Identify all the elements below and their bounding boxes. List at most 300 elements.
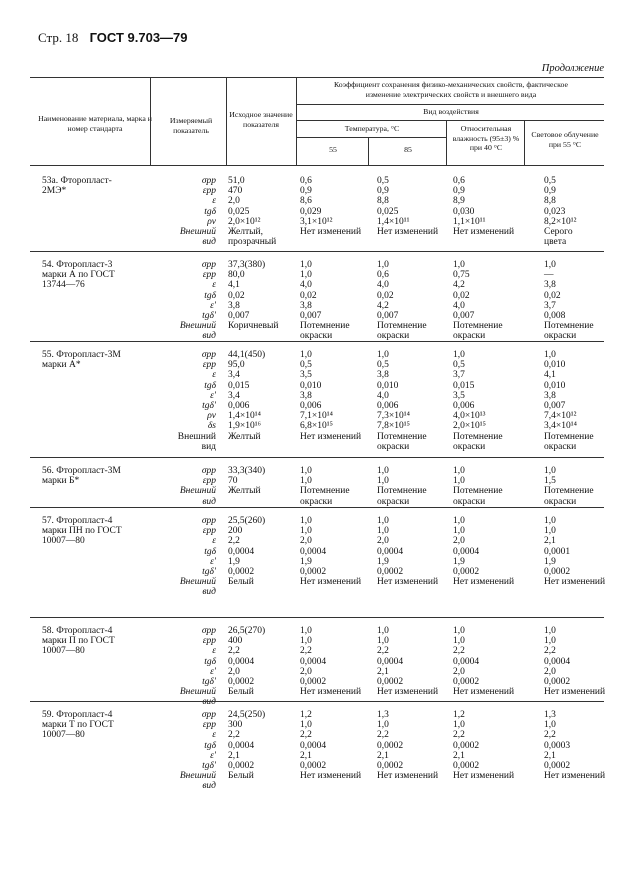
temp-55-cell-line: 1,0 <box>300 526 312 537</box>
temp-55-cell-line: окраски <box>300 331 333 342</box>
header-initial: Исходное значение показателя <box>229 110 293 129</box>
indicator-cell-line: ε′ <box>210 750 216 761</box>
indicator-cell-line: вид <box>202 237 216 248</box>
temp-85-cell-line: 1,0 <box>377 626 389 636</box>
indicator-cell-line: ε′ <box>210 300 216 311</box>
humidity-cell <box>453 260 531 342</box>
humidity-cell <box>453 626 531 697</box>
indicator-cell-line: tgδ <box>204 740 216 751</box>
sunlight-cell-line: 0,010 <box>544 380 566 391</box>
temp-85-cell-line: 2,2 <box>377 730 389 741</box>
temp-85-cell-line: Нет изменений <box>377 577 439 588</box>
table-row <box>30 251 604 342</box>
humidity-cell-line: Потемнение <box>453 321 503 332</box>
humidity-cell-line: 1,0 <box>453 516 465 526</box>
indicator-cell-line: tgδ′ <box>202 566 216 577</box>
initial-value-cell-line: 80,0 <box>228 270 245 281</box>
header-material: Наименование материала, марка и номер стандарта <box>38 114 152 133</box>
temp-85-cell-line: 0,5 <box>377 176 389 186</box>
humidity-cell-line: 0,0002 <box>453 760 480 771</box>
initial-value-cell-line: 2,2 <box>228 536 240 547</box>
temp-55-cell-line: 2,0 <box>300 666 312 677</box>
initial-value-cell-line: 0,007 <box>228 310 250 321</box>
sunlight-cell-line: 2,0 <box>544 666 556 677</box>
humidity-cell-line: 0,006 <box>453 400 475 411</box>
initial-value-cell-line: 0,006 <box>228 400 250 411</box>
initial-value-cell-line: 200 <box>228 526 243 537</box>
sunlight-cell-line: 1,3 <box>544 710 556 720</box>
indicator-cell-line: Внешний <box>177 431 216 442</box>
temp-85-cell-line: 4,2 <box>377 300 389 311</box>
temp-55-cell-line: 1,0 <box>300 350 312 360</box>
temp-55-cell-line: окраски <box>300 496 333 507</box>
sunlight-cell-line: Нет изменений <box>544 771 606 782</box>
temp-55-cell <box>300 516 378 587</box>
sunlight-cell-line: Нет изменений <box>544 687 606 698</box>
sunlight-cell-line: 1,0 <box>544 526 556 537</box>
initial-value-cell-line: 0,0002 <box>228 760 255 771</box>
temp-55-cell-line: 1,9 <box>300 556 312 567</box>
indicator-cell-line: вид <box>202 331 216 342</box>
sunlight-cell-line: 2,2 <box>544 730 556 741</box>
sunlight-cell-line: 1,0 <box>544 636 556 647</box>
sunlight-cell-line: — <box>544 270 554 281</box>
initial-value-cell-line: 51,0 <box>228 176 245 186</box>
temp-85-cell-line: 4,0 <box>377 280 389 291</box>
sunlight-cell-line: 0,02 <box>544 290 561 301</box>
sunlight-cell-line: 0,5 <box>544 176 556 186</box>
indicator-cell-line: σрр <box>201 176 216 186</box>
initial-value-cell-line: Коричневый <box>228 321 279 332</box>
temp-85-cell-line: Нет изменений <box>377 226 439 237</box>
sunlight-cell <box>544 260 624 342</box>
temp-85-cell-line: Потемнение <box>377 431 427 442</box>
humidity-cell-line: Потемнение <box>453 431 503 442</box>
temp-85-cell-line: 1,0 <box>377 260 389 270</box>
humidity-cell-line: 0,75 <box>453 270 470 281</box>
indicator-cell-line: вид <box>202 496 216 507</box>
indicator-cell-line: σрр <box>201 710 216 720</box>
initial-value-cell-line: 470 <box>228 186 243 197</box>
temp-55-cell-line: 0,0004 <box>300 546 327 557</box>
header-temp-55: 55 <box>329 145 337 154</box>
material-name: 56. Фторопласт-3М марки Б* <box>42 466 121 487</box>
temp-55-cell-line: 0,9 <box>300 186 312 197</box>
temp-85-cell-line: 2,1 <box>377 750 389 761</box>
table-row <box>30 507 604 618</box>
humidity-cell <box>453 466 531 507</box>
temp-85-cell-line: 1,0 <box>377 466 389 476</box>
indicator-cell-line: ε <box>212 196 216 207</box>
indicator-cell-line: вид <box>201 441 216 452</box>
sunlight-cell <box>544 710 624 781</box>
material-name: 58. Фторопласт-4 марки П по ГОСТ 10007—80 <box>42 626 115 657</box>
sunlight-cell-line: Потемнение <box>544 431 594 442</box>
sunlight-cell-line: 0,007 <box>544 400 566 411</box>
temp-55-cell-line: 1,0 <box>300 626 312 636</box>
temp-55-cell-line: Потемнение <box>300 486 350 497</box>
indicator-cell-line: ε <box>212 730 216 741</box>
initial-value-cell-line: 70 <box>228 476 238 487</box>
sunlight-cell <box>544 626 624 697</box>
initial-value-cell-line: 0,02 <box>228 290 245 301</box>
temp-55-cell <box>300 260 378 342</box>
temp-55-cell-line: 1,0 <box>300 636 312 647</box>
table-row <box>30 457 604 508</box>
temp-55-cell-line: 3,1×10¹² <box>300 216 333 227</box>
temp-85-cell <box>377 466 455 507</box>
sunlight-cell-line: 0,9 <box>544 186 556 197</box>
material-name: 59. Фторопласт-4 марки Т по ГОСТ 10007—80 <box>42 710 114 741</box>
indicator-cell-line: εрр <box>202 476 216 487</box>
initial-value-cell-line: 37,3(380) <box>228 260 266 270</box>
humidity-cell-line: 1,0 <box>453 720 465 731</box>
indicator-cell-line: ε <box>212 536 216 547</box>
temp-85-cell-line: Потемнение <box>377 486 427 497</box>
sunlight-cell <box>544 350 624 452</box>
humidity-cell-line: 1,9 <box>453 556 465 567</box>
indicator-cell-line: tgδ′ <box>202 400 216 411</box>
temp-85-cell-line: 2,1 <box>377 666 389 677</box>
sunlight-cell-line: 0,0002 <box>544 760 571 771</box>
temp-85-cell-line: 1,0 <box>377 516 389 526</box>
sunlight-cell-line: 2,2 <box>544 646 556 657</box>
temp-85-cell-line: окраски <box>377 441 410 452</box>
sunlight-cell-line: 1,0 <box>544 260 556 270</box>
humidity-cell-line: Нет изменений <box>453 577 515 588</box>
indicator-cell-line: tgδ <box>204 656 216 667</box>
standard-number: ГОСТ 9.703—79 <box>89 30 188 45</box>
initial-value-cell-line: 44,1(450) <box>228 350 266 360</box>
initial-value-cell-line: 33,3(340) <box>228 466 266 476</box>
table-row <box>30 341 604 458</box>
temp-55-cell-line: 3,5 <box>300 370 312 381</box>
indicator-cell-line: Внешний <box>179 577 216 588</box>
sunlight-cell-line: 1,0 <box>544 720 556 731</box>
indicator-cell-line: εрр <box>202 636 216 647</box>
temp-55-cell <box>300 176 378 237</box>
header-temperature: Температура, °С <box>344 124 400 133</box>
indicator-cell-line: Внешний <box>179 687 216 698</box>
humidity-cell <box>453 516 531 587</box>
temp-85-cell-line: 1,9 <box>377 556 389 567</box>
initial-value-cell-line: 2,0 <box>228 196 240 207</box>
temp-55-cell-line: 0,0002 <box>300 676 327 687</box>
temp-55-cell-line: 3,8 <box>300 390 312 401</box>
initial-value-cell-line: 95,0 <box>228 360 245 371</box>
indicator-cell <box>152 260 216 342</box>
temp-85-cell-line: 1,0 <box>377 526 389 537</box>
humidity-cell-line: 4,0 <box>453 300 465 311</box>
indicator-cell-line: ρv <box>207 216 216 227</box>
initial-value-cell-line: 2,0 <box>228 666 240 677</box>
sunlight-cell <box>544 516 624 587</box>
temp-85-cell-line: 1,0 <box>377 636 389 647</box>
temp-85-cell-line: 7,8×10¹⁵ <box>377 421 410 432</box>
header-coefficient: Коэффициент сохранения физико-механических свойств, фактическое изменение электрических свойств и внешнего вида <box>334 80 568 99</box>
humidity-cell-line: 1,0 <box>453 350 465 360</box>
humidity-cell-line: окраски <box>453 496 486 507</box>
temp-85-cell-line: 0,0002 <box>377 676 404 687</box>
temp-85-cell <box>377 176 455 237</box>
initial-value-cell-line: 0,015 <box>228 380 250 391</box>
indicator-cell <box>152 626 216 708</box>
initial-value-cell-line: Желтый, <box>228 226 263 237</box>
temp-85-cell-line: 0,0004 <box>377 656 404 667</box>
initial-value-cell-line: 0,0004 <box>228 656 255 667</box>
indicator-cell-line: ε <box>212 370 216 381</box>
indicator-cell-line: σрр <box>201 466 216 476</box>
temp-85-cell-line: 2,2 <box>377 646 389 657</box>
header-divider <box>296 137 446 138</box>
humidity-cell-line: 4,2 <box>453 280 465 291</box>
temp-55-cell-line: 6,8×10¹⁵ <box>300 421 333 432</box>
indicator-cell-line: Внешний <box>179 321 216 332</box>
initial-value-cell-line: Белый <box>228 687 254 698</box>
material-name: 53а. Фторопласт- 2МЭ* <box>42 176 112 197</box>
sunlight-cell-line: 0,010 <box>544 360 566 371</box>
humidity-cell <box>453 176 531 237</box>
temp-55-cell-line: Нет изменений <box>300 577 362 588</box>
initial-value-cell <box>228 260 306 331</box>
sunlight-cell-line: Нет изменений <box>544 577 606 588</box>
temp-55-cell-line: 3,8 <box>300 300 312 311</box>
initial-value-cell-line: Желтый <box>228 486 261 497</box>
temp-85-cell-line: 0,025 <box>377 206 399 217</box>
temp-85-cell-line: 7,3×10¹⁴ <box>377 411 410 422</box>
indicator-cell-line: Внешний <box>179 226 216 237</box>
humidity-cell-line: 1,0 <box>453 636 465 647</box>
initial-value-cell <box>228 516 306 587</box>
temp-85-cell-line: 1,0 <box>377 350 389 360</box>
initial-value-cell <box>228 626 306 697</box>
temp-55-cell-line: 2,1 <box>300 750 312 761</box>
initial-value-cell-line: 1,9 <box>228 556 240 567</box>
sunlight-cell-line: Серого <box>544 226 573 237</box>
initial-value-cell-line: 300 <box>228 720 243 731</box>
indicator-cell-line: Внешний <box>179 771 216 782</box>
initial-value-cell-line: 0,0004 <box>228 546 255 557</box>
humidity-cell-line: 1,1×10¹¹ <box>453 216 486 227</box>
indicator-cell-line: tgδ <box>204 290 216 301</box>
humidity-cell-line: окраски <box>453 441 486 452</box>
humidity-cell-line: 8,9 <box>453 196 465 207</box>
page-number: Стр. 18 <box>38 30 79 45</box>
sunlight-cell-line: 3,8 <box>544 280 556 291</box>
indicator-cell-line: tgδ <box>204 206 216 217</box>
temp-55-cell-line: Нет изменений <box>300 687 362 698</box>
initial-value-cell-line: прозрачный <box>228 237 277 248</box>
temp-55-cell-line: 1,2 <box>300 710 312 720</box>
indicator-cell-line: ε <box>212 280 216 291</box>
temp-55-cell-line: 8,6 <box>300 196 312 207</box>
initial-value-cell-line: 1,4×10¹⁴ <box>228 411 261 422</box>
initial-value-cell-line: Белый <box>228 577 254 588</box>
material-name: 55. Фторопласт-3М марки А* <box>42 350 121 371</box>
humidity-cell-line: 1,0 <box>453 466 465 476</box>
header-divider <box>296 77 297 165</box>
material-name: 54. Фторопласт-3 марки А по ГОСТ 13744—76 <box>42 260 115 291</box>
temp-85-cell-line: 0,0004 <box>377 546 404 557</box>
indicator-cell-line: ε′ <box>210 666 216 677</box>
initial-value-cell-line: 0,0004 <box>228 740 255 751</box>
humidity-cell-line: 0,030 <box>453 206 475 217</box>
sunlight-cell-line: 4,1 <box>544 370 556 381</box>
temp-55-cell-line: 1,0 <box>300 720 312 731</box>
temp-85-cell-line: 1,0 <box>377 476 389 487</box>
humidity-cell-line: 1,0 <box>453 626 465 636</box>
indicator-cell-line: εрр <box>202 360 216 371</box>
indicator-cell-line: tgδ′ <box>202 310 216 321</box>
temp-55-cell-line: 0,006 <box>300 400 322 411</box>
temp-55-cell-line: 0,0002 <box>300 566 327 577</box>
humidity-cell-line: 0,9 <box>453 186 465 197</box>
temp-55-cell-line: 4,0 <box>300 280 312 291</box>
temp-85-cell-line: 0,9 <box>377 186 389 197</box>
humidity-cell-line: 0,02 <box>453 290 470 301</box>
sunlight-cell-line: 1,0 <box>544 350 556 360</box>
indicator-cell-line: вид <box>202 587 216 598</box>
initial-value-cell-line: 0,0002 <box>228 566 255 577</box>
sunlight-cell-line: 1,0 <box>544 466 556 476</box>
humidity-cell-line: 2,0×10¹⁵ <box>453 421 486 432</box>
temp-55-cell-line: 2,2 <box>300 646 312 657</box>
temp-85-cell <box>377 350 455 452</box>
sunlight-cell-line: 8,8 <box>544 196 556 207</box>
indicator-cell <box>152 516 216 598</box>
initial-value-cell-line: 2,2 <box>228 730 240 741</box>
sunlight-cell-line: 7,4×10¹² <box>544 411 577 422</box>
humidity-cell-line: 2,0 <box>453 666 465 677</box>
temp-85-cell-line: 4,0 <box>377 390 389 401</box>
temp-85-cell-line: 0,007 <box>377 310 399 321</box>
sunlight-cell-line: 0,023 <box>544 206 566 217</box>
humidity-cell <box>453 350 531 452</box>
temp-55-cell-line: 2,0 <box>300 536 312 547</box>
temp-85-cell-line: 1,4×10¹¹ <box>377 216 410 227</box>
temp-55-cell-line: 0,5 <box>300 360 312 371</box>
temp-55-cell-line: Нет изменений <box>300 431 362 442</box>
temp-55-cell-line: 0,0002 <box>300 760 327 771</box>
header-divider <box>296 104 604 105</box>
indicator-cell <box>152 466 216 507</box>
sunlight-cell-line: 1,5 <box>544 476 556 487</box>
temp-85-cell-line: 0,006 <box>377 400 399 411</box>
temp-55-cell-line: 7,1×10¹⁴ <box>300 411 333 422</box>
sunlight-cell-line: окраски <box>544 441 577 452</box>
temp-85-cell-line: 0,0002 <box>377 760 404 771</box>
temp-85-cell-line: 8,8 <box>377 196 389 207</box>
sunlight-cell-line: 3,8 <box>544 390 556 401</box>
indicator-cell-line: εрр <box>202 720 216 731</box>
initial-value-cell-line: 3,4 <box>228 370 240 381</box>
humidity-cell-line: 2,2 <box>453 730 465 741</box>
temp-55-cell-line: 0,010 <box>300 380 322 391</box>
header-divider <box>296 120 604 121</box>
humidity-cell-line: 2,0 <box>453 536 465 547</box>
initial-value-cell-line: 2,1 <box>228 750 240 761</box>
temp-85-cell <box>377 516 455 587</box>
temp-55-cell-line: 0,0004 <box>300 656 327 667</box>
temp-55-cell-line: 0,0004 <box>300 740 327 751</box>
temp-55-cell-line: 0,007 <box>300 310 322 321</box>
initial-value-cell <box>228 350 306 442</box>
temp-85-cell-line: 2,0 <box>377 536 389 547</box>
indicator-cell <box>152 350 216 452</box>
initial-value-cell-line: 4,1 <box>228 280 240 291</box>
sunlight-cell-line: Потемнение <box>544 486 594 497</box>
sunlight-cell-line: окраски <box>544 331 577 342</box>
humidity-cell-line: 1,2 <box>453 710 465 720</box>
temp-55-cell-line: 1,0 <box>300 476 312 487</box>
humidity-cell-line: 0,0002 <box>453 740 480 751</box>
humidity-cell-line: Потемнение <box>453 486 503 497</box>
indicator-cell-line: σрр <box>201 626 216 636</box>
header-humidity: Относительная влажность (95±3) % при 40 °С <box>452 124 520 152</box>
temp-55-cell-line: Потемнение <box>300 321 350 332</box>
temp-85-cell-line: 0,010 <box>377 380 399 391</box>
initial-value-cell-line: 25,5(260) <box>228 516 266 526</box>
initial-value-cell-line: 2,2 <box>228 646 240 657</box>
sunlight-cell-line: 1,0 <box>544 626 556 636</box>
indicator-cell-line: ρv <box>207 411 216 422</box>
page-header <box>38 30 188 46</box>
temp-55-cell-line: Нет изменений <box>300 226 362 237</box>
sunlight-cell-line: 0,0001 <box>544 546 571 557</box>
indicator-cell-line: tgδ <box>204 546 216 557</box>
initial-value-cell <box>228 710 306 781</box>
header-temp-85: 85 <box>404 145 412 154</box>
humidity-cell <box>453 710 531 781</box>
temp-55-cell <box>300 350 378 442</box>
humidity-cell-line: 0,007 <box>453 310 475 321</box>
header-divider <box>150 77 151 165</box>
initial-value-cell-line: 26,5(270) <box>228 626 266 636</box>
sunlight-cell <box>544 466 624 507</box>
temp-55-cell-line: 1,0 <box>300 466 312 476</box>
temp-55-cell-line: Нет изменений <box>300 771 362 782</box>
temp-85-cell-line: 0,0002 <box>377 566 404 577</box>
initial-value-cell <box>228 176 306 247</box>
sunlight-cell-line: цвета <box>544 237 567 248</box>
temp-85-cell-line: 3,8 <box>377 370 389 381</box>
continuation-label: Продолжение <box>541 63 604 74</box>
indicator-cell-line: tgδ′ <box>202 676 216 687</box>
header-divider <box>226 77 227 165</box>
sunlight-cell-line: 3,4×10¹⁴ <box>544 421 577 432</box>
humidity-cell-line: 0,0004 <box>453 656 480 667</box>
temp-85-cell-line: окраски <box>377 496 410 507</box>
temp-55-cell <box>300 626 378 697</box>
humidity-cell-line: 1,0 <box>453 260 465 270</box>
table-row <box>30 701 604 821</box>
temp-85-cell-line: 1,3 <box>377 710 389 720</box>
humidity-cell-line: 0,6 <box>453 176 465 186</box>
initial-value-cell-line: 0,025 <box>228 206 250 217</box>
sunlight-cell-line: 0,008 <box>544 310 566 321</box>
indicator-cell-line: tgδ <box>204 380 216 391</box>
initial-value-cell-line: 2,0×10¹² <box>228 216 261 227</box>
temp-55-cell-line: 1,0 <box>300 270 312 281</box>
temp-55-cell-line: 2,2 <box>300 730 312 741</box>
sunlight-cell-line: 2,1 <box>544 750 556 761</box>
initial-value-cell-line: Белый <box>228 771 254 782</box>
header-sunlight: Световое облучение при 55 °С <box>531 130 599 149</box>
indicator-cell-line: εрр <box>202 270 216 281</box>
temp-85-cell-line: Нет изменений <box>377 771 439 782</box>
initial-value-cell-line: 24,5(250) <box>228 710 266 720</box>
initial-value-cell-line: 3,8 <box>228 300 240 311</box>
